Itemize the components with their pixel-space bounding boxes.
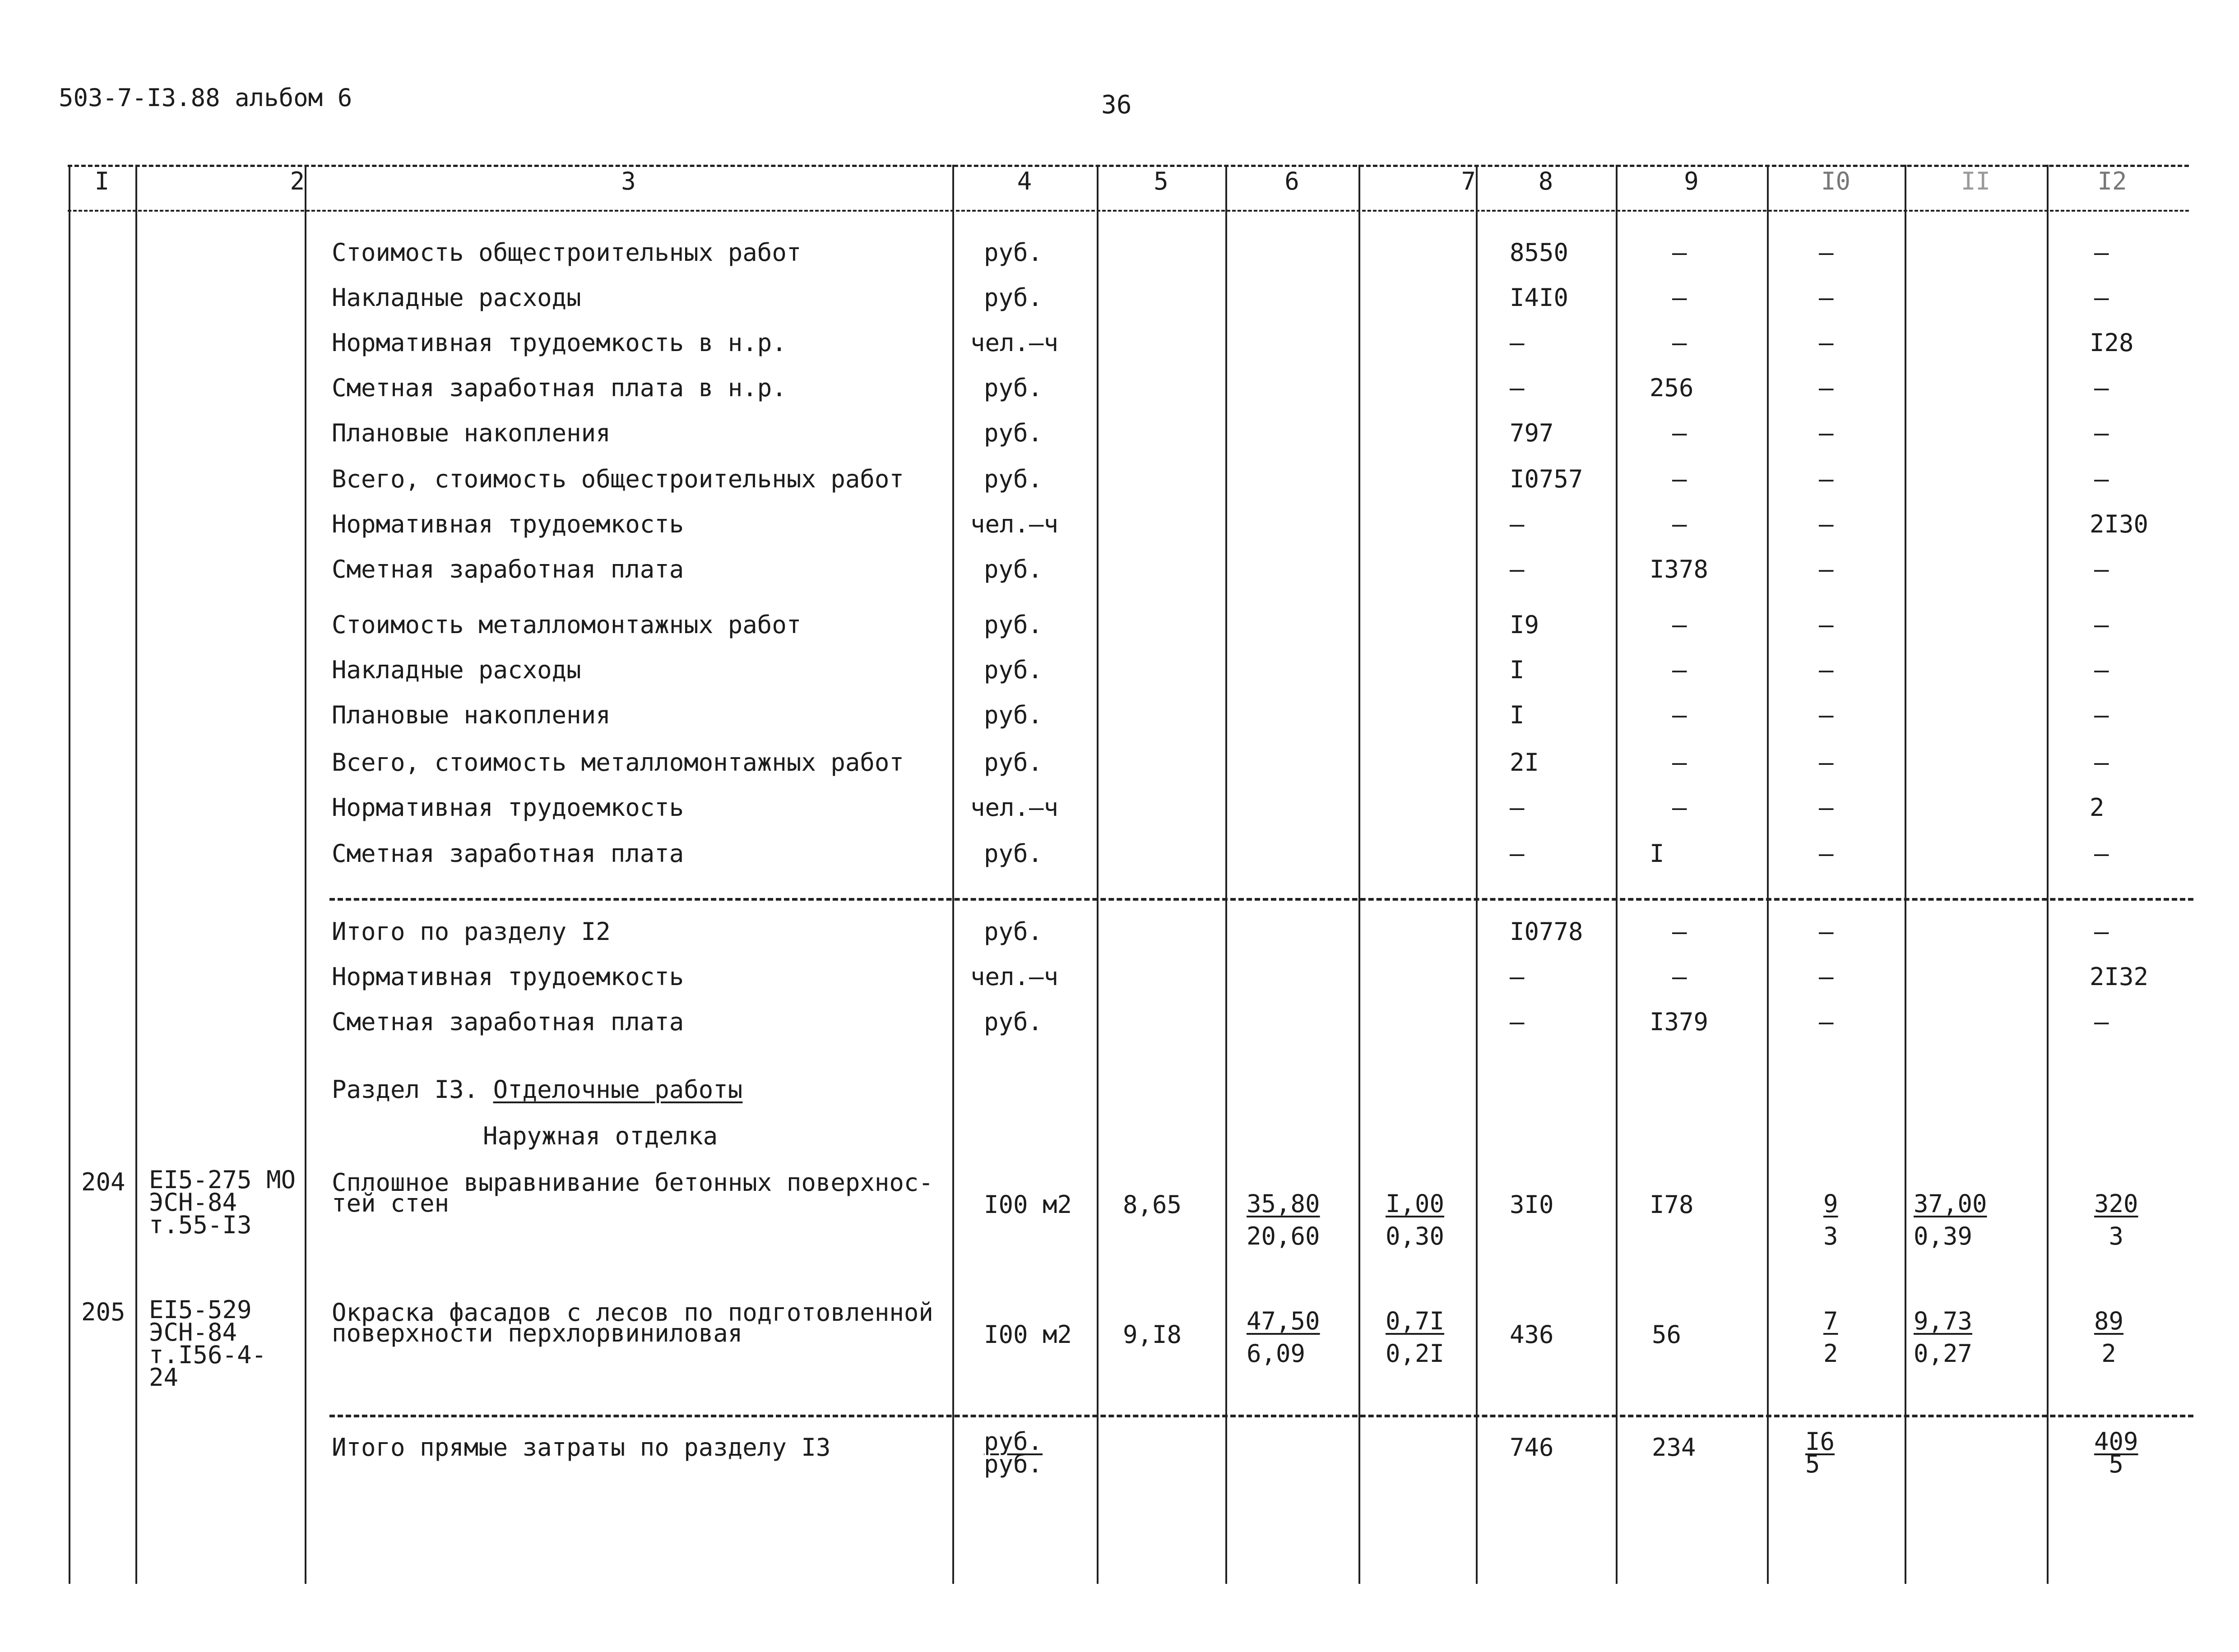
row-col-12: – bbox=[2094, 419, 2109, 447]
row-col-9: – bbox=[1672, 793, 1687, 822]
row-col-8: I9 bbox=[1510, 611, 1539, 639]
item-unit: I00 м2 bbox=[984, 1190, 1072, 1219]
row-col-9: – bbox=[1672, 748, 1687, 777]
col-rule-4 bbox=[1097, 165, 1099, 1584]
row-label: Нормативная трудоемкость bbox=[332, 963, 684, 991]
row-col-8: 8550 bbox=[1510, 238, 1569, 267]
row-label: Накладные расходы bbox=[332, 656, 581, 684]
row-col-12: – bbox=[2094, 465, 2109, 493]
row-col-10: – bbox=[1819, 748, 1834, 777]
total-13-separator bbox=[329, 1415, 2193, 1417]
item-description bbox=[332, 1168, 933, 1217]
col-header-4: 4 bbox=[1017, 167, 1032, 195]
item-price-pair bbox=[1247, 1188, 1320, 1253]
row-col-10: – bbox=[1819, 510, 1834, 538]
item-c10-bottom: 2 bbox=[1823, 1339, 1838, 1368]
row-col-9: I378 bbox=[1650, 555, 1709, 583]
row-unit: руб. bbox=[984, 917, 1043, 946]
item-price-top: 47,50 bbox=[1247, 1307, 1320, 1335]
total-13-units bbox=[984, 1427, 1043, 1478]
total-13-c10-top: I6 bbox=[1805, 1427, 1835, 1456]
page-number: 36 bbox=[1101, 90, 1132, 120]
row-col-9: – bbox=[1672, 238, 1687, 267]
item-price-bottom: 6,09 bbox=[1247, 1339, 1306, 1368]
row-unit: руб. bbox=[984, 839, 1043, 868]
row-col-8: 797 bbox=[1510, 419, 1554, 447]
row-col-9: I bbox=[1650, 839, 1664, 868]
col-rule-8 bbox=[1616, 165, 1618, 1584]
row-col-12: – bbox=[2094, 839, 2109, 868]
col-header-2: 2 bbox=[290, 167, 305, 195]
row-label: Всего, стоимость общестроительных работ bbox=[332, 465, 904, 493]
row-label: Сметная заработная плата bbox=[332, 555, 684, 583]
item-code-line: EI5-275 МО bbox=[149, 1166, 296, 1194]
row-col-10: – bbox=[1819, 793, 1834, 822]
row-col-8: – bbox=[1510, 963, 1525, 991]
item-code-line: т.I56-4- bbox=[149, 1341, 267, 1369]
item-c12-pair bbox=[2094, 1188, 2138, 1253]
item-code-line: ЭСН-84 bbox=[149, 1318, 237, 1347]
row-unit: руб. bbox=[984, 701, 1043, 729]
row-col-8: – bbox=[1510, 329, 1525, 357]
row-col-9: – bbox=[1672, 963, 1687, 991]
item-number: 204 bbox=[81, 1168, 125, 1196]
row-col-8: – bbox=[1510, 839, 1525, 868]
row-col-8: I0778 bbox=[1510, 917, 1583, 946]
row-col-10: – bbox=[1819, 839, 1834, 868]
item-code-line: т.55-I3 bbox=[149, 1211, 252, 1239]
total-13-c12-top: 409 bbox=[2094, 1427, 2138, 1456]
item-desc-line: Окраска фасадов с лесов по подготовленной bbox=[332, 1298, 933, 1327]
item-price-bottom: 20,60 bbox=[1247, 1222, 1320, 1250]
row-col-12: – bbox=[2094, 917, 2109, 946]
row-col-10: – bbox=[1819, 465, 1834, 493]
item-desc-line: поверхности перхлорвиниловая bbox=[332, 1319, 743, 1347]
row-unit: чел.–ч bbox=[970, 963, 1059, 991]
row-label: Сметная заработная плата в н.р. bbox=[332, 374, 787, 402]
row-col-8: I4I0 bbox=[1510, 283, 1569, 312]
row-col-9: – bbox=[1672, 917, 1687, 946]
col-rule-9 bbox=[1767, 165, 1769, 1584]
item-c8: 3I0 bbox=[1510, 1190, 1554, 1219]
col-rule-1 bbox=[135, 165, 137, 1584]
col-rule-0 bbox=[69, 165, 70, 1584]
item-c7-top: I,00 bbox=[1386, 1189, 1445, 1218]
row-col-12: 2I32 bbox=[2090, 963, 2149, 991]
row-col-12: – bbox=[2094, 283, 2109, 312]
item-price-pair bbox=[1247, 1305, 1320, 1370]
row-col-8: 2I bbox=[1510, 748, 1539, 777]
row-label: Стоимость металломонтажных работ bbox=[332, 611, 802, 639]
row-unit: руб. bbox=[984, 1008, 1043, 1036]
item-c12-top: 89 bbox=[2094, 1307, 2124, 1335]
item-c12-bottom: 3 bbox=[2109, 1222, 2124, 1250]
row-col-8: – bbox=[1510, 793, 1525, 822]
item-c11-bottom: 0,27 bbox=[1914, 1339, 1973, 1368]
item-c9: 56 bbox=[1652, 1320, 1682, 1349]
row-col-9: 256 bbox=[1650, 374, 1694, 402]
row-col-9: – bbox=[1672, 419, 1687, 447]
row-col-12: 2 bbox=[2090, 793, 2105, 822]
item-code-line: ЭСН-84 bbox=[149, 1188, 237, 1217]
row-col-10: – bbox=[1819, 701, 1834, 729]
row-col-8: – bbox=[1510, 374, 1525, 402]
total-13-c10-pair bbox=[1805, 1427, 1835, 1478]
row-unit: руб. bbox=[984, 419, 1043, 447]
row-col-9: – bbox=[1672, 465, 1687, 493]
row-col-10: – bbox=[1819, 238, 1834, 267]
section-13-subtitle: Наружная отделка bbox=[483, 1122, 718, 1150]
row-col-12: I28 bbox=[2090, 329, 2134, 357]
item-c10-top: 7 bbox=[1823, 1307, 1838, 1335]
total-13-unit-bottom: руб. bbox=[984, 1450, 1043, 1478]
row-col-10: – bbox=[1819, 963, 1834, 991]
item-c8: 436 bbox=[1510, 1320, 1554, 1349]
totals-separator bbox=[329, 898, 2193, 901]
row-col-8: – bbox=[1510, 1008, 1525, 1036]
row-label: Нормативная трудоемкость в н.р. bbox=[332, 329, 787, 357]
row-col-12: – bbox=[2094, 555, 2109, 583]
row-col-12: – bbox=[2094, 611, 2109, 639]
col-header-6: 6 bbox=[1284, 167, 1299, 195]
item-code bbox=[149, 1166, 296, 1239]
col-header-12: I2 bbox=[2097, 167, 2127, 195]
section-13-title: Отделочные работы bbox=[493, 1075, 743, 1104]
row-label: Нормативная трудоемкость bbox=[332, 510, 684, 538]
row-col-10: – bbox=[1819, 656, 1834, 684]
item-unit: I00 м2 bbox=[984, 1320, 1072, 1349]
total-13-c10-bottom: 5 bbox=[1805, 1450, 1820, 1478]
row-col-12: – bbox=[2094, 1008, 2109, 1036]
row-label: Плановые накопления bbox=[332, 701, 611, 729]
document-code: 503-7-I3.88 альбом 6 bbox=[59, 83, 352, 112]
row-label: Сметная заработная плата bbox=[332, 1008, 684, 1036]
item-c11-top: 37,00 bbox=[1914, 1189, 1987, 1218]
row-col-9: – bbox=[1672, 701, 1687, 729]
row-unit: руб. bbox=[984, 374, 1043, 402]
item-description bbox=[332, 1298, 933, 1347]
row-col-8: – bbox=[1510, 510, 1525, 538]
row-label: Стоимость общестроительных работ bbox=[332, 238, 802, 267]
col-rule-10 bbox=[1905, 165, 1906, 1584]
row-label: Сметная заработная плата bbox=[332, 839, 684, 868]
col-header-9: 9 bbox=[1684, 167, 1699, 195]
row-label: Плановые накопления bbox=[332, 419, 611, 447]
item-quantity: 8,65 bbox=[1123, 1190, 1182, 1219]
row-col-10: – bbox=[1819, 329, 1834, 357]
col-rule-5 bbox=[1225, 165, 1227, 1584]
total-13-c8: 746 bbox=[1510, 1433, 1554, 1462]
row-label: Накладные расходы bbox=[332, 283, 581, 312]
col-rule-6 bbox=[1358, 165, 1360, 1584]
item-c10-bottom: 3 bbox=[1823, 1222, 1838, 1250]
col-rule-11 bbox=[2047, 165, 2049, 1584]
item-c10-pair bbox=[1823, 1188, 1838, 1253]
row-col-8: – bbox=[1510, 555, 1525, 583]
row-unit: руб. bbox=[984, 465, 1043, 493]
row-col-10: – bbox=[1819, 1008, 1834, 1036]
row-col-9: – bbox=[1672, 283, 1687, 312]
col-header-11: II bbox=[1961, 167, 1991, 195]
row-col-10: – bbox=[1819, 555, 1834, 583]
item-c11-pair bbox=[1914, 1305, 1972, 1370]
row-col-12: – bbox=[2094, 656, 2109, 684]
row-col-10: – bbox=[1819, 419, 1834, 447]
row-label: Итого по разделу I2 bbox=[332, 917, 611, 946]
row-col-8: I0757 bbox=[1510, 465, 1583, 493]
item-c11-pair bbox=[1914, 1188, 1987, 1253]
item-c12-pair bbox=[2094, 1305, 2123, 1370]
row-label: Всего, стоимость металломонтажных работ bbox=[332, 748, 904, 777]
item-c10-pair bbox=[1823, 1305, 1838, 1370]
item-desc-line: тей стен bbox=[332, 1189, 450, 1217]
item-c9: I78 bbox=[1650, 1190, 1694, 1219]
item-code-line: EI5-529 bbox=[149, 1296, 252, 1324]
total-13-c9: 234 bbox=[1652, 1433, 1696, 1462]
item-c12-bottom: 2 bbox=[2101, 1339, 2116, 1368]
col-header-8: 8 bbox=[1538, 167, 1553, 195]
row-col-10: – bbox=[1819, 917, 1834, 946]
section-13-prefix: Раздел I3. bbox=[332, 1075, 479, 1104]
item-code-line: 24 bbox=[149, 1363, 179, 1392]
row-unit: руб. bbox=[984, 656, 1043, 684]
col-header-7: 7 bbox=[1461, 167, 1476, 195]
item-c11-top: 9,73 bbox=[1914, 1307, 1973, 1335]
item-c7-pair bbox=[1386, 1305, 1444, 1370]
col-header-1: I bbox=[94, 167, 110, 195]
item-c10-top: 9 bbox=[1823, 1189, 1838, 1218]
row-unit: чел.–ч bbox=[970, 793, 1059, 822]
item-c7-bottom: 0,30 bbox=[1386, 1222, 1445, 1250]
col-header-5: 5 bbox=[1154, 167, 1168, 195]
item-quantity: 9,I8 bbox=[1123, 1320, 1182, 1349]
item-desc-line: Сплошное выравнивание бетонных поверхнос- bbox=[332, 1168, 933, 1197]
col-header-10: I0 bbox=[1821, 167, 1851, 195]
row-col-10: – bbox=[1819, 611, 1834, 639]
row-col-9: – bbox=[1672, 329, 1687, 357]
row-col-12: – bbox=[2094, 374, 2109, 402]
item-number: 205 bbox=[81, 1298, 125, 1326]
item-c7-bottom: 0,2I bbox=[1386, 1339, 1445, 1368]
row-col-9: – bbox=[1672, 510, 1687, 538]
col-rule-7 bbox=[1476, 165, 1478, 1584]
row-unit: руб. bbox=[984, 748, 1043, 777]
row-col-10: – bbox=[1819, 283, 1834, 312]
item-c12-top: 320 bbox=[2094, 1189, 2138, 1218]
col-rule-2 bbox=[305, 165, 306, 1584]
item-c7-pair bbox=[1386, 1188, 1444, 1253]
row-col-8: I bbox=[1510, 656, 1525, 684]
total-13-c12-pair bbox=[2094, 1427, 2138, 1478]
item-price-top: 35,80 bbox=[1247, 1189, 1320, 1218]
item-code bbox=[149, 1296, 267, 1392]
row-unit: руб. bbox=[984, 555, 1043, 583]
row-label: Нормативная трудоемкость bbox=[332, 793, 684, 822]
row-col-9: I379 bbox=[1650, 1008, 1709, 1036]
row-col-12: 2I30 bbox=[2090, 510, 2149, 538]
col-header-3: 3 bbox=[621, 167, 636, 195]
item-c7-top: 0,7I bbox=[1386, 1307, 1445, 1335]
header-bottom-rule bbox=[68, 210, 2189, 212]
col-rule-3 bbox=[952, 165, 954, 1584]
row-unit: руб. bbox=[984, 283, 1043, 312]
total-13-unit-top: руб. bbox=[984, 1427, 1043, 1456]
row-col-9: – bbox=[1672, 656, 1687, 684]
section-13-heading bbox=[332, 1076, 742, 1103]
row-col-9: – bbox=[1672, 611, 1687, 639]
row-unit: чел.–ч bbox=[970, 329, 1059, 357]
row-col-10: – bbox=[1819, 374, 1834, 402]
row-col-12: – bbox=[2094, 238, 2109, 267]
row-unit: руб. bbox=[984, 238, 1043, 267]
row-unit: чел.–ч bbox=[970, 510, 1059, 538]
item-c11-bottom: 0,39 bbox=[1914, 1222, 1973, 1250]
row-col-12: – bbox=[2094, 748, 2109, 777]
total-13-c12-bottom: 5 bbox=[2109, 1450, 2124, 1478]
row-col-8: I bbox=[1510, 701, 1525, 729]
row-col-12: – bbox=[2094, 701, 2109, 729]
total-13-label: Итого прямые затраты по разделу I3 bbox=[332, 1433, 831, 1462]
row-unit: руб. bbox=[984, 611, 1043, 639]
